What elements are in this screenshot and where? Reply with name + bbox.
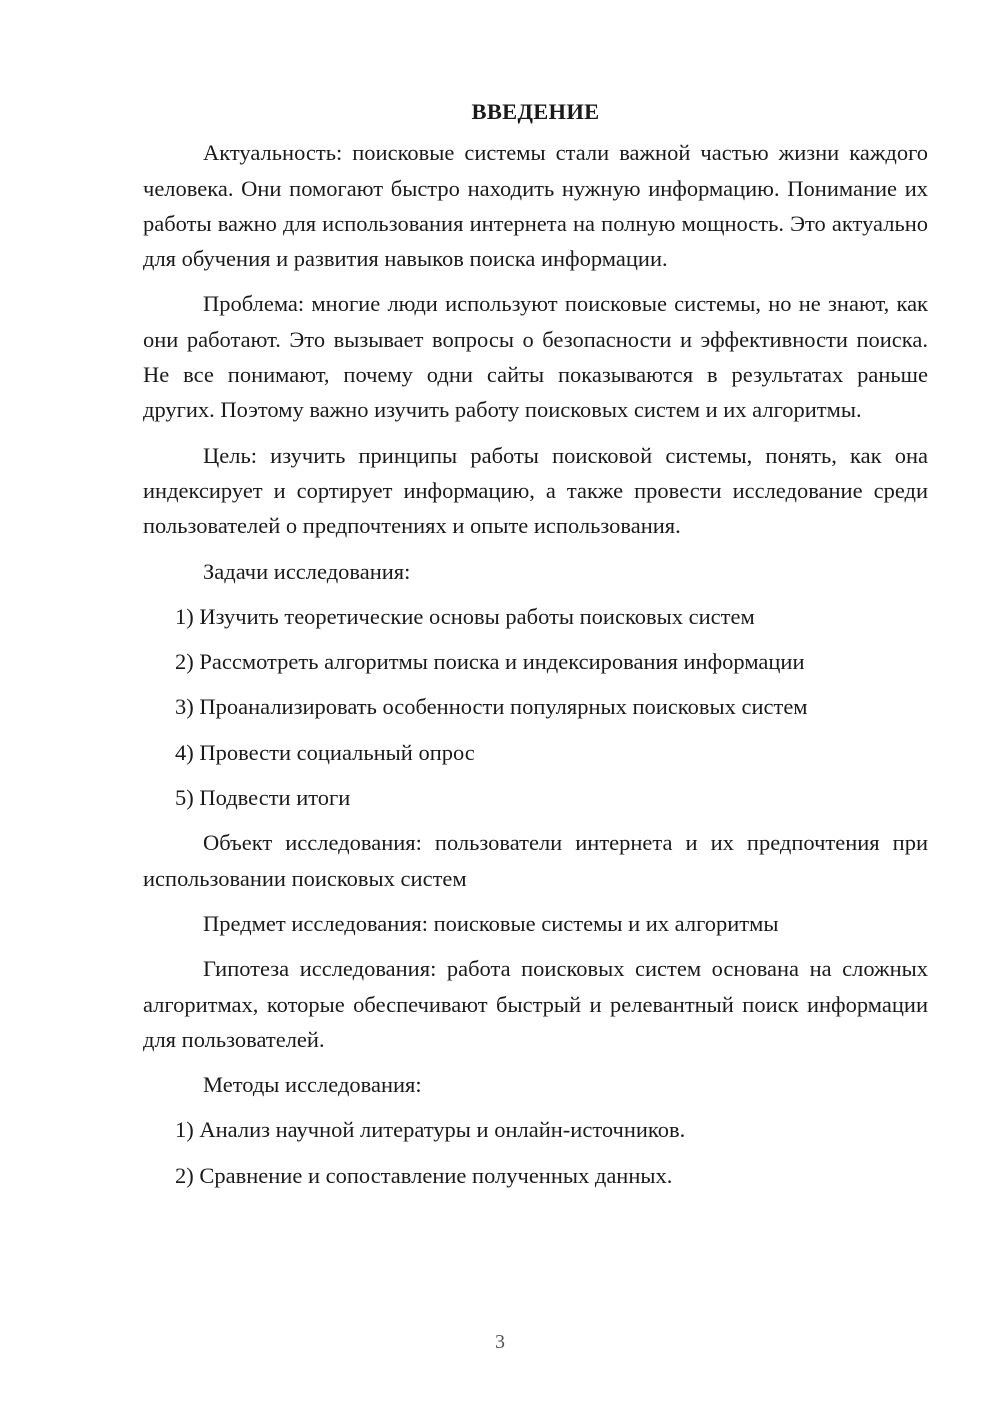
method-item: 2) Сравнение и сопоставление полученных данных. (175, 1162, 673, 1188)
document-title: ВВЕДЕНИЕ (471, 99, 600, 124)
tasks-heading: Задачи исследования: (203, 558, 411, 584)
methods-list (143, 1112, 928, 1193)
document-page (143, 94, 928, 1203)
task-item: 5) Подвести итоги (175, 785, 351, 811)
task-item: 2) Рассмотреть алгоритмы поиска и индексирования информации (175, 649, 805, 675)
hypothesis-paragraph: Гипотеза исследования: работа поисковых систем основана на сложных алгоритмах, которые обеспечивают быстрый и релевантный поиск информации для пользователей. (143, 956, 928, 1052)
task-item: 3) Проанализировать особенности популярных поисковых систем (175, 694, 808, 720)
tasks-list (143, 599, 928, 815)
method-item: 1) Анализ научной литературы и онлайн-источников. (175, 1117, 686, 1143)
methods-heading: Методы исследования: (203, 1072, 422, 1098)
object-paragraph: Объект исследования: пользователи интернета и их предпочтения при использовании поисковых систем (143, 830, 928, 891)
task-item: 1) Изучить теоретические основы работы поисковых систем (175, 603, 755, 629)
goal-paragraph: Цель: изучить принципы работы поисковой системы, понять, как она индексирует и сортирует информацию, а также провести исследование среди пользователей о предпочтениях и опыте использования. (143, 442, 928, 539)
page-number: 3 (495, 1331, 505, 1353)
task-item: 4) Провести социальный опрос (175, 739, 475, 765)
relevance-paragraph: Актуальность: поисковые системы стали важной частью жизни каждого человека. Они помогают быстро находить нужную информацию. Понимание их работы важно для использования интернета на полную мощность. Это актуально для обучения и развития навыков поиска информации. (143, 140, 928, 272)
subject-paragraph: Предмет исследования: поисковые системы и их алгоритмы (203, 910, 779, 936)
problem-paragraph: Проблема: многие люди используют поисковые системы, но не знают, как они работают. Это вызывает вопросы о безопасности и эффективности поиска. Не все понимают, почему одни сайты показываются в результатах раньше других. Поэтому важно изучить работу поисковых систем и их алгоритмы. (143, 291, 928, 423)
